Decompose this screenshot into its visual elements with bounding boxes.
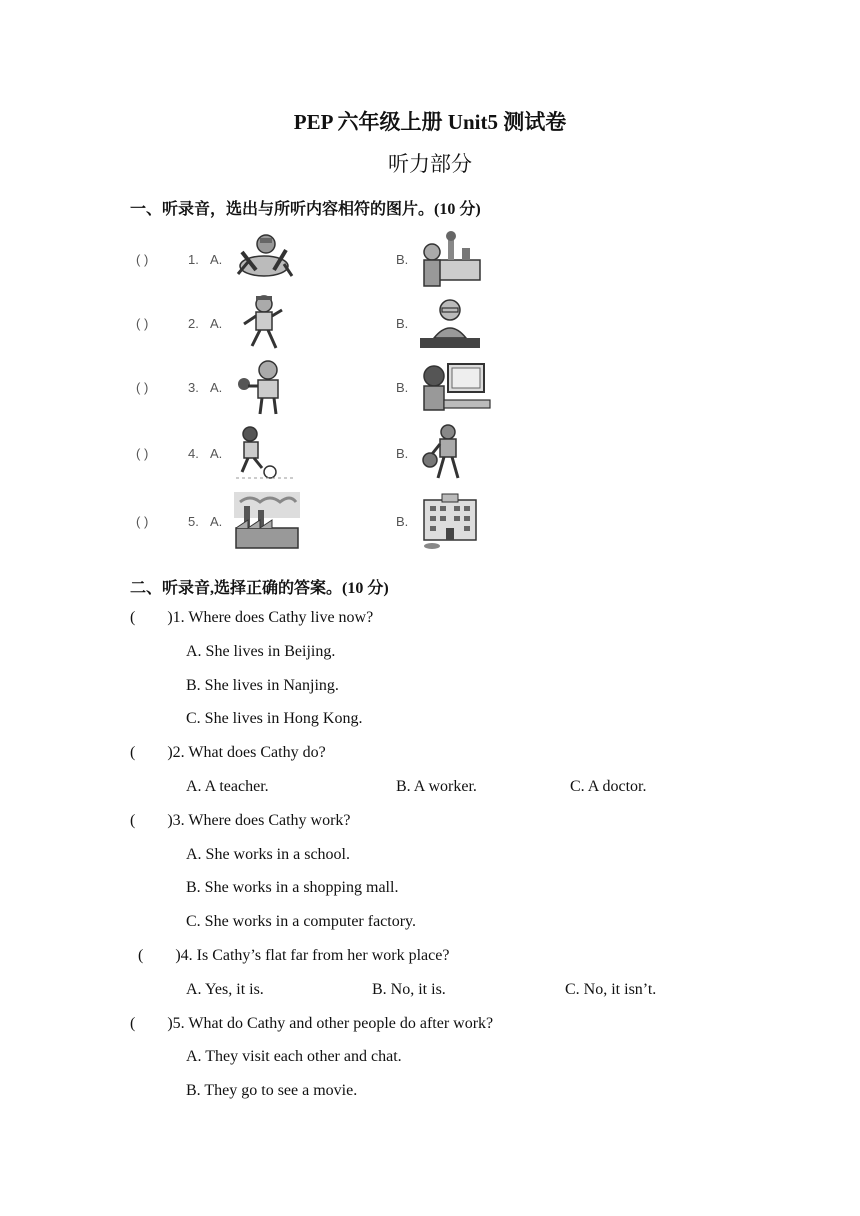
question-5-option-a[interactable]: A. They visit each other and chat.	[186, 1048, 402, 1065]
page-title: PEP 六年级上册 Unit5 测试卷	[293, 110, 567, 134]
factory-icon	[234, 492, 300, 552]
question-number: 1.	[188, 252, 199, 267]
option-b-label: B.	[396, 316, 409, 331]
question-number: 4.	[188, 446, 199, 461]
question-3-option-b[interactable]: B. She works in a shopping mall.	[186, 879, 399, 896]
question-1-option-b[interactable]: B. She lives in Nanjing.	[186, 677, 339, 694]
scientist-lab-icon	[418, 230, 482, 288]
question-2-option-c[interactable]: C. A doctor.	[570, 778, 647, 795]
option-a-label: A.	[210, 252, 223, 267]
runner-boy-icon	[234, 294, 298, 352]
question-2-stem: ( )2. What does Cathy do?	[130, 744, 326, 761]
pilot-plane-icon	[234, 230, 298, 288]
option-b-label: B.	[396, 252, 409, 267]
question-4-option-a[interactable]: A. Yes, it is.	[186, 981, 264, 998]
football-boy-icon	[234, 424, 298, 482]
page-subtitle: 听力部分	[388, 152, 472, 176]
picture-question-4	[130, 424, 650, 484]
answer-blank[interactable]: ( )	[136, 380, 149, 395]
option-a-label: A.	[210, 380, 223, 395]
answer-blank[interactable]: ( )	[136, 514, 149, 529]
question-1-stem: ( )1. Where does Cathy live now?	[130, 609, 374, 626]
question-1-option-c[interactable]: C. She lives in Hong Kong.	[186, 710, 363, 727]
option-a-label: A.	[210, 316, 223, 331]
option-b-label: B.	[396, 446, 409, 461]
basketball-player-icon	[418, 424, 482, 482]
question-number: 2.	[188, 316, 199, 331]
option-a-label: A.	[210, 514, 223, 529]
question-3-stem: ( )3. Where does Cathy work?	[130, 812, 351, 829]
picture-question-2	[130, 294, 650, 354]
man-at-desk-icon	[418, 294, 482, 352]
question-4-option-c[interactable]: C. No, it isn’t.	[565, 981, 657, 998]
picture-question-3	[130, 358, 650, 418]
question-4-stem: ( )4. Is Cathy’s flat far from her work place?	[138, 947, 450, 964]
office-building-icon	[418, 492, 482, 552]
picture-question-1	[130, 230, 650, 290]
answer-blank[interactable]: ( )	[136, 446, 149, 461]
question-3-option-a[interactable]: A. She works in a school.	[186, 846, 350, 863]
question-2-option-a[interactable]: A. A teacher.	[186, 778, 269, 795]
option-b-label: B.	[396, 380, 409, 395]
question-2-option-b[interactable]: B. A worker.	[396, 778, 477, 795]
option-a-label: A.	[210, 446, 223, 461]
question-number: 3.	[188, 380, 199, 395]
answer-blank[interactable]: ( )	[136, 316, 149, 331]
question-5-option-b[interactable]: B. They go to see a movie.	[186, 1082, 358, 1099]
question-number: 5.	[188, 514, 199, 529]
ping-pong-boy-icon	[234, 358, 298, 416]
question-1-option-a[interactable]: A. She lives in Beijing.	[186, 643, 336, 660]
option-b-label: B.	[396, 514, 409, 529]
computer-user-icon	[418, 358, 492, 416]
question-3-option-c[interactable]: C. She works in a computer factory.	[186, 913, 417, 930]
picture-question-5	[130, 492, 650, 552]
answer-blank[interactable]: ( )	[136, 252, 149, 267]
section-2-heading: 二、听录音,选择正确的答案。(10 分)	[130, 580, 389, 597]
section-1-heading: 一、听录音，选出与所听内容相符的图片。(10 分)	[130, 201, 481, 218]
question-4-option-b[interactable]: B. No, it is.	[372, 981, 446, 998]
question-5-stem: ( )5. What do Cathy and other people do after work?	[130, 1015, 494, 1032]
